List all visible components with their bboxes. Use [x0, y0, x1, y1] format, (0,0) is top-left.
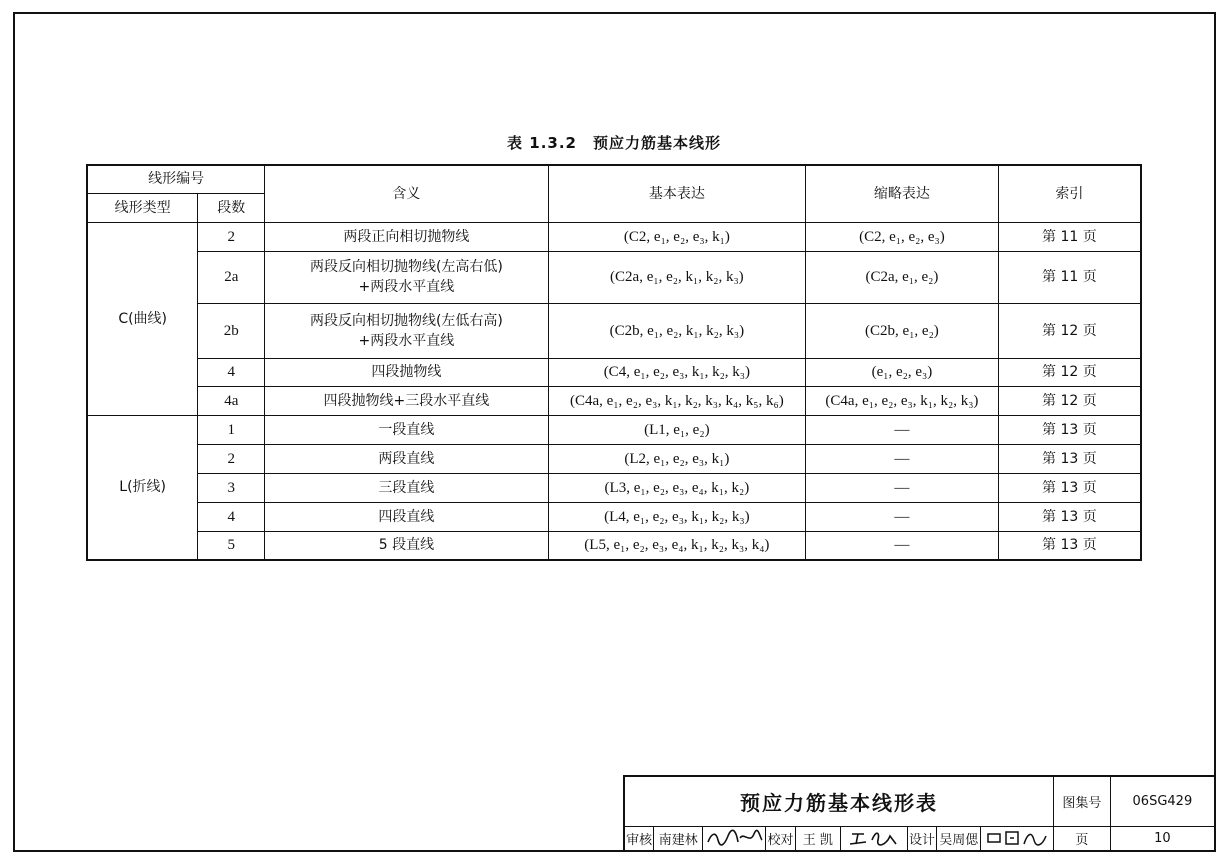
linetype-table	[86, 164, 1142, 561]
meaning-line: 一段直线	[378, 421, 435, 438]
table-row	[87, 415, 1141, 444]
meaning-line: 两段正向相切抛物线	[343, 228, 470, 245]
cell-index: 第 13 页	[998, 444, 1141, 473]
cell-linetype: L(折线)	[87, 415, 198, 560]
table-row	[87, 303, 1141, 358]
cell-meaning	[265, 222, 548, 251]
cell-meaning	[265, 531, 548, 560]
cell-meaning	[265, 502, 548, 531]
cell-short-expression: (e₁, e₂, e₃)	[806, 358, 999, 386]
table-row	[87, 222, 1141, 251]
cell-short-expression: —	[806, 502, 999, 531]
cell-meaning	[265, 303, 548, 358]
table-row	[87, 531, 1141, 560]
cell-meaning	[265, 358, 548, 386]
meaning-line: 两段直线	[378, 450, 435, 467]
cell-segments: 4	[198, 358, 265, 386]
cell-basic-expression: (L1, e₁, e₂)	[548, 415, 805, 444]
cell-index: 第 11 页	[998, 222, 1141, 251]
cell-index: 第 13 页	[998, 502, 1141, 531]
cell-short-expression: (C2, e₁, e₂, e₃)	[806, 222, 999, 251]
cell-segments: 1	[198, 415, 265, 444]
drawing-title: 预应力筋基本线形表	[624, 776, 1054, 827]
cell-basic-expression: (C4, e₁, e₂, e₃, k₁, k₂, k₃)	[548, 358, 805, 386]
meaning-line: 四段直线	[378, 508, 435, 525]
atlas-label: 图集号	[1054, 776, 1111, 827]
cell-short-expression: —	[806, 415, 999, 444]
table-row	[87, 473, 1141, 502]
cell-basic-expression: (L2, e₁, e₂, e₃, k₁)	[548, 444, 805, 473]
cell-segments: 4	[198, 502, 265, 531]
header-segments: 段数	[198, 193, 265, 222]
cell-index: 第 13 页	[998, 473, 1141, 502]
cell-basic-expression: (L3, e₁, e₂, e₃, e₄, k₁, k₂)	[548, 473, 805, 502]
meaning-line: 5 段直线	[378, 537, 435, 554]
cell-segments: 3	[198, 473, 265, 502]
reviewer-signature	[703, 827, 766, 851]
header-meaning: 含义	[265, 165, 548, 222]
cell-segments: 2	[198, 444, 265, 473]
cell-basic-expression: (C4a, e₁, e₂, e₃, k₁, k₂, k₃, k₄, k₅, k₆)	[548, 386, 805, 415]
page-number: 10	[1110, 827, 1215, 851]
meaning-line: 两段反向相切抛物线(左低右高)	[309, 312, 503, 329]
cell-meaning	[265, 386, 548, 415]
checker-signature	[840, 827, 907, 851]
cell-short-expression: (C2b, e₁, e₂)	[806, 303, 999, 358]
table-row	[87, 386, 1141, 415]
cell-segments: 2a	[198, 251, 265, 303]
cell-basic-expression: (C2b, e₁, e₂, k₁, k₂, k₃)	[548, 303, 805, 358]
cell-short-expression: —	[806, 444, 999, 473]
table-row	[87, 444, 1141, 473]
cell-basic-expression: (L4, e₁, e₂, e₃, k₁, k₂, k₃)	[548, 502, 805, 531]
cell-meaning	[265, 444, 548, 473]
cell-index: 第 11 页	[998, 251, 1141, 303]
header-index: 索引	[998, 165, 1141, 222]
table-row	[87, 358, 1141, 386]
design-label: 设计	[907, 827, 937, 851]
header-type: 线形类型	[87, 193, 198, 222]
header-group: 线形编号	[87, 165, 265, 193]
cell-segments: 5	[198, 531, 265, 560]
meaning-line: 三段直线	[378, 479, 435, 496]
cell-meaning	[265, 251, 548, 303]
table-caption: 表 1.3.2 预应力筋基本线形	[507, 134, 721, 152]
meaning-line: +两段水平直线	[358, 279, 455, 295]
designer-signature	[981, 827, 1054, 851]
meaning-line: 四段抛物线+三段水平直线	[323, 392, 490, 409]
table-row	[87, 251, 1141, 303]
checker-name: 王 凯	[795, 827, 840, 851]
designer-name: 吴周偲	[937, 827, 981, 851]
review-label: 审核	[624, 827, 654, 851]
cell-short-expression: —	[806, 531, 999, 560]
cell-short-expression: (C4a, e₁, e₂, e₃, k₁, k₂, k₃)	[806, 386, 999, 415]
cell-short-expression: (C2a, e₁, e₂)	[806, 251, 999, 303]
cell-basic-expression: (C2a, e₁, e₂, k₁, k₂, k₃)	[548, 251, 805, 303]
page-label: 页	[1054, 827, 1111, 851]
table-row	[87, 502, 1141, 531]
cell-short-expression: —	[806, 473, 999, 502]
title-block	[623, 775, 1216, 852]
cell-segments: 2b	[198, 303, 265, 358]
cell-basic-expression: (L5, e₁, e₂, e₃, e₄, k₁, k₂, k₃, k₄)	[548, 531, 805, 560]
meaning-line: +两段水平直线	[358, 332, 455, 349]
check-label: 校对	[766, 827, 796, 851]
meaning-line: 四段抛物线	[371, 364, 442, 380]
cell-index: 第 12 页	[998, 358, 1141, 386]
meaning-line: 两段反向相切抛物线(左高右低)	[309, 259, 503, 275]
cell-segments: 2	[198, 222, 265, 251]
cell-index: 第 13 页	[998, 531, 1141, 560]
cell-meaning	[265, 415, 548, 444]
header-basic: 基本表达	[548, 165, 805, 222]
reviewer-name: 南建林	[654, 827, 703, 851]
cell-segments: 4a	[198, 386, 265, 415]
cell-index: 第 13 页	[998, 415, 1141, 444]
cell-basic-expression: (C2, e₁, e₂, e₃, k₁)	[548, 222, 805, 251]
atlas-number: 06SG429	[1110, 776, 1215, 827]
cell-linetype: C(曲线)	[87, 222, 198, 415]
cell-index: 第 12 页	[998, 303, 1141, 358]
cell-meaning	[265, 473, 548, 502]
cell-index: 第 12 页	[998, 386, 1141, 415]
header-short: 缩略表达	[806, 165, 999, 222]
